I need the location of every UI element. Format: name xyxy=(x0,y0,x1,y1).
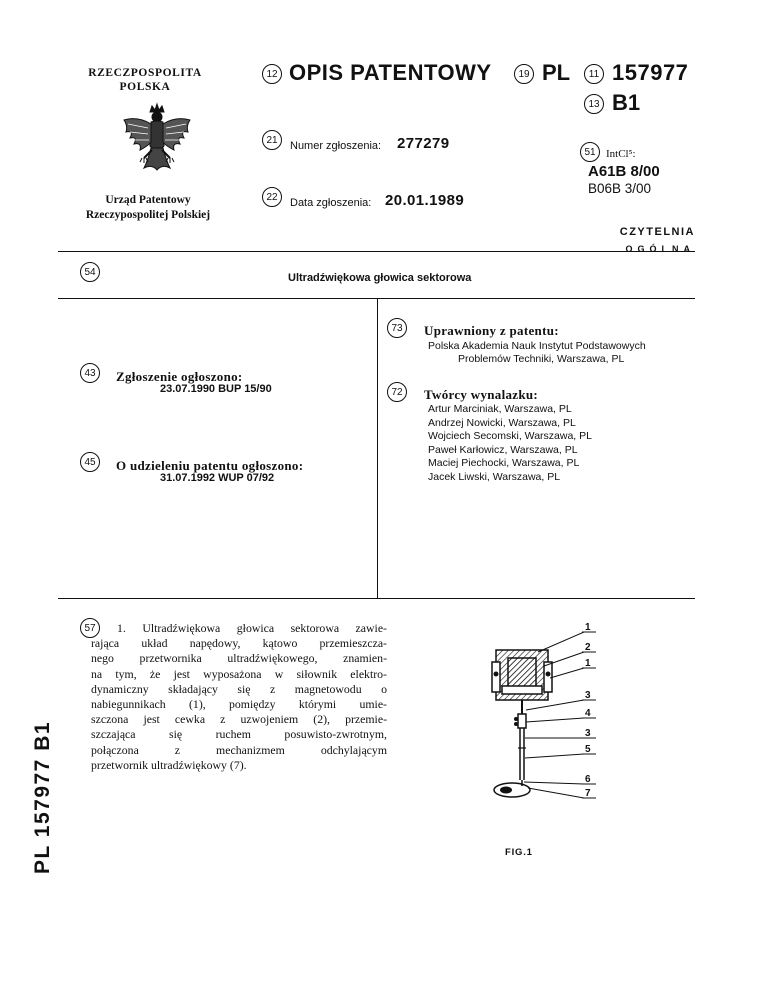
application-number-label: Numer zgłoszenia: xyxy=(290,140,382,152)
classification-label: IntCl⁵: xyxy=(606,148,636,160)
figure-label: 3 xyxy=(585,728,591,739)
figure-label: 1 xyxy=(585,622,591,633)
code-73-badge: 73 xyxy=(387,318,407,338)
inventor-item: Andrzej Nowicki, Warszawa, PL xyxy=(428,416,576,429)
code-12-badge: 12 xyxy=(262,64,282,84)
abstract-line: nego przetwornika ultradźwiękowego, znamien- xyxy=(91,651,387,666)
figure-label: 7 xyxy=(585,788,591,799)
figure-label: 2 xyxy=(585,642,591,653)
abstract-line: dynamiczny składający się z magnetowodu o xyxy=(91,681,387,696)
code-19-badge: 19 xyxy=(514,64,534,84)
country-code: PL xyxy=(542,60,571,85)
application-number-value: 277279 xyxy=(397,135,450,152)
grant-published-value: 31.07.1992 WUP 07/92 xyxy=(160,472,275,484)
abstract-line: 1. Ultradźwiękowa głowica sektorowa zawie- xyxy=(117,621,387,635)
application-date-value: 20.01.1989 xyxy=(385,192,465,209)
code-13-badge: 13 xyxy=(584,94,604,114)
rule-top xyxy=(58,251,695,252)
figure-label: 4 xyxy=(585,708,591,719)
rule-before-abstract xyxy=(58,598,695,599)
shaft-coupling xyxy=(518,714,526,728)
grant-published-label: O udzieleniu patentu ogłoszono: xyxy=(116,458,304,473)
pole-piece-left xyxy=(492,662,500,692)
office-line-1: Urząd Patentowy xyxy=(105,194,191,206)
kind-code: B1 xyxy=(612,90,641,115)
patent-office-name xyxy=(50,193,246,223)
patent-number: 157977 xyxy=(612,60,689,85)
abstract-line: przetwornik ultradźwiękowy (7). xyxy=(91,757,247,772)
library-stamp-line-2: OGÓLNA xyxy=(625,244,695,254)
code-57-badge: 57 xyxy=(80,618,100,638)
code-43-badge: 43 xyxy=(80,363,100,383)
owner-line-2: Problemów Techniki, Warszawa, PL xyxy=(458,353,625,365)
code-22-badge: 22 xyxy=(262,187,282,207)
code-72-badge: 72 xyxy=(387,382,407,402)
inventor-item: Wojciech Secomski, Warszawa, PL xyxy=(428,430,592,443)
coil xyxy=(502,686,542,694)
abstract-line: na tym, że jest wyposażona w siłownik elektro- xyxy=(91,666,387,681)
office-line-2: Rzeczypospolitej Polskiej xyxy=(85,209,211,221)
abstract-line: połączona z mechanizmem odchylającym xyxy=(91,742,387,757)
polish-eagle-emblem-icon xyxy=(118,102,196,180)
figure-label: 1 xyxy=(585,658,591,669)
country-name xyxy=(60,66,230,94)
figure-label: 3 xyxy=(585,690,591,701)
inventor-item: Paweł Karłowicz, Warszawa, PL xyxy=(428,443,578,456)
library-stamp xyxy=(619,226,695,254)
inventor-item: Jacek Liwski, Warszawa, PL xyxy=(428,470,561,483)
code-54-badge: 54 xyxy=(80,262,100,282)
figure-caption: FIG.1 xyxy=(505,847,533,858)
application-date-label: Data zgłoszenia: xyxy=(290,197,372,209)
side-patent-id: PL 157977 B1 xyxy=(31,720,54,874)
country-line-2: POLSKA xyxy=(119,81,171,93)
code-45-badge: 45 xyxy=(80,452,100,472)
pole-piece-right xyxy=(544,662,552,692)
abstract-line: nabiegunnikach (1), pomiędzy którymi umie- xyxy=(91,697,387,712)
patent-figure-drawing xyxy=(478,618,608,806)
classification-primary: A61B 8/00 xyxy=(588,163,660,180)
column-divider xyxy=(377,298,378,598)
code-21-badge: 21 xyxy=(262,130,282,150)
abstract-text xyxy=(91,621,387,773)
country-line-1: RZECZPOSPOLITA xyxy=(88,67,202,79)
code-51-badge: 51 xyxy=(580,142,600,162)
inventor-item: Maciej Piechocki, Warszawa, PL xyxy=(428,457,580,470)
abstract-line: szczona jest cewka z uzwojeniem (2), przemie- xyxy=(91,712,387,727)
library-stamp-line-1: CZYTELNIA xyxy=(619,226,695,238)
abstract-line: szczająca się ruchem posuwisto-zwrotnym, xyxy=(91,727,387,742)
figure-label: 5 xyxy=(585,744,591,755)
owner-label: Uprawniony z patentu: xyxy=(424,323,559,338)
document-title: OPIS PATENTOWY xyxy=(289,60,492,85)
invention-title: Ultradźwiękowa głowica sektorowa xyxy=(288,272,472,284)
application-published-value: 23.07.1990 BUP 15/90 xyxy=(160,383,272,395)
application-published-label: Zgłoszenie ogłoszono: xyxy=(116,369,243,384)
code-11-badge: 11 xyxy=(584,64,604,84)
abstract-line: rająca układ napędowy, kątowo przemieszcza- xyxy=(91,636,387,651)
figure-label: 6 xyxy=(585,774,591,785)
classification-secondary: B06B 3/00 xyxy=(588,181,652,196)
inventors-list xyxy=(428,403,592,485)
inventor-item: Artur Marciniak, Warszawa, PL xyxy=(428,403,572,415)
inventors-label: Twórcy wynalazku: xyxy=(424,387,539,402)
owner-line-1: Polska Akademia Nauk Instytut Podstawowych xyxy=(428,340,646,352)
